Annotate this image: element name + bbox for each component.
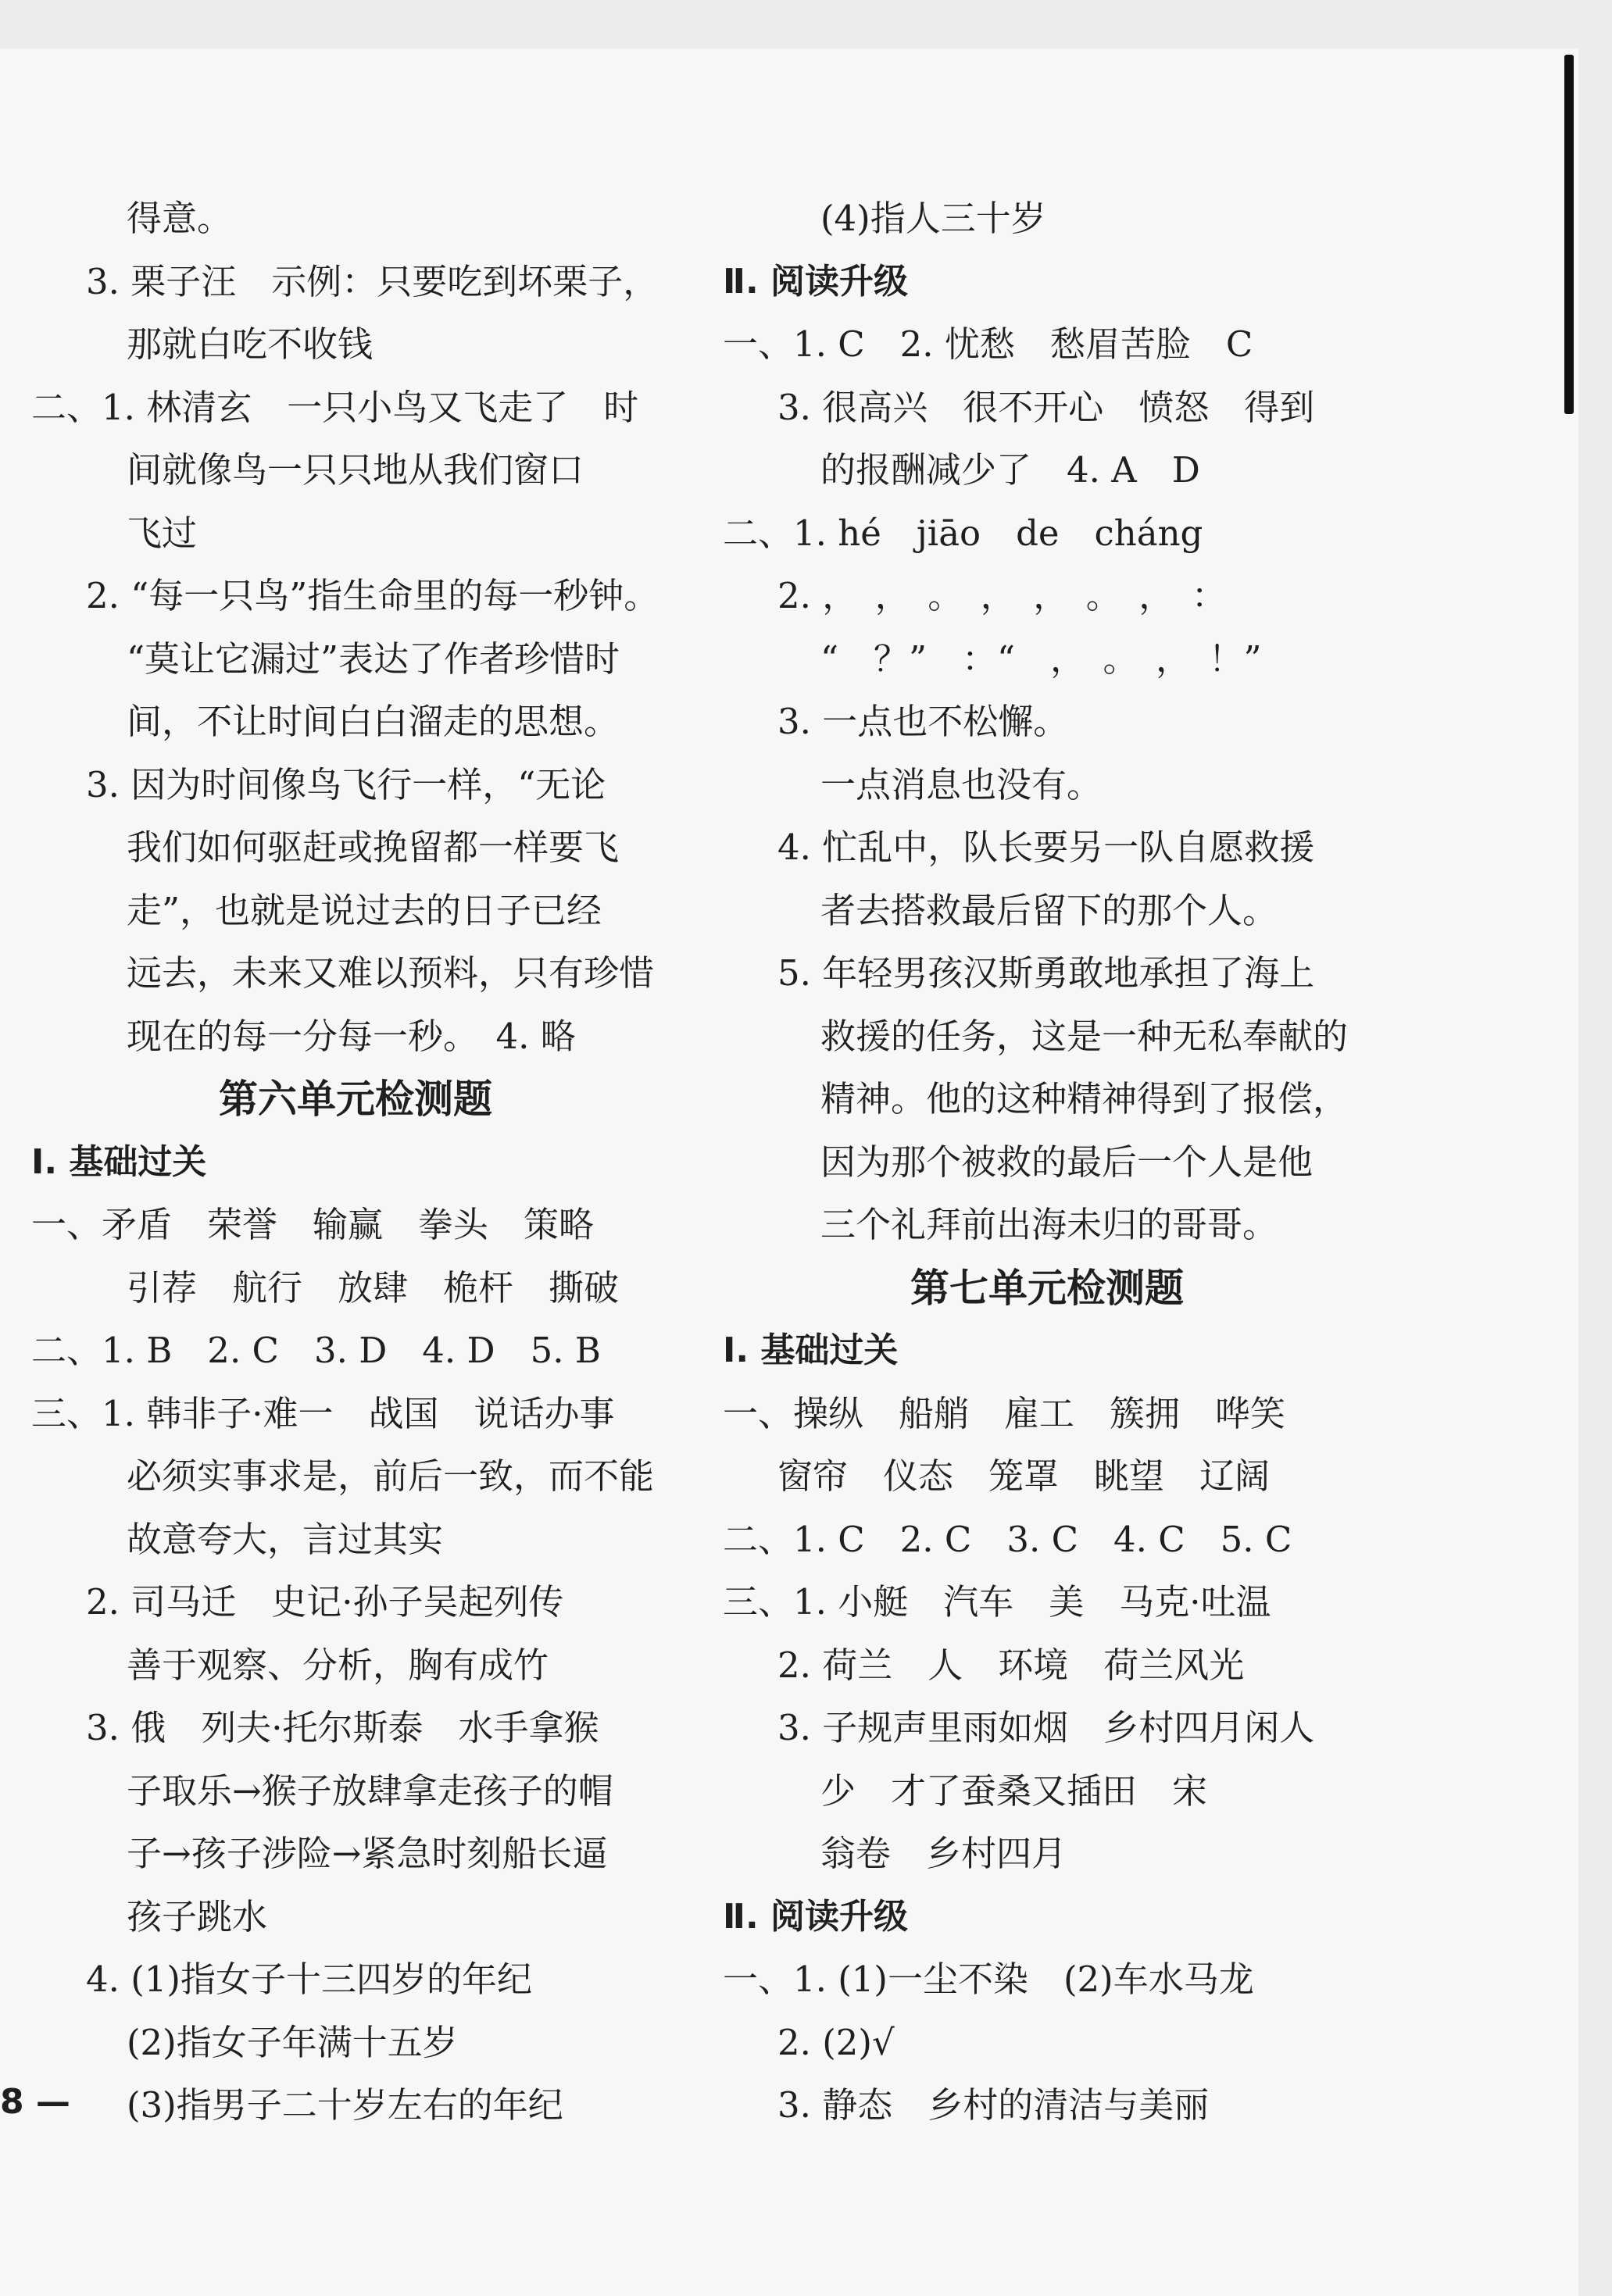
answer-line: 少 才了蚕桑又插田 宋 [820,1769,1208,1812]
answer-line: 三、1. 韩非子·难一 战国 说话办事 [31,1392,615,1434]
answer-line: 二、1. 林清玄 一只小鸟又飞走了 时 [31,386,639,428]
answer-line: 二、1. B 2. C 3. D 4. D 5. B [31,1330,601,1371]
answer-line: 3. 一点也不松懈。 [777,701,1069,742]
answer-line: 精神。他的这种精神得到了报偿， [820,1078,1349,1119]
binding-spine [1564,55,1574,414]
answer-line: 飞过 [127,512,198,554]
left-column [31,187,680,2137]
answer-line: (4)指人三十岁 [820,198,1046,239]
answer-line: 3. 因为时间像鸟飞行一样，“无论 [86,763,606,805]
answer-line: “莫让它漏过”表达了作者珍惜时 [127,637,620,680]
answer-line: 5. 年轻男孩汉斯勇敢地承担了海上 [777,952,1315,994]
answer-line: 3. 栗子汪 示例：只要吃到坏栗子， [86,260,659,302]
subsection-heading: Ⅱ. 阅读升级 [723,1896,909,1937]
answer-line: 窗帘 仪态 笼罩 眺望 辽阔 [777,1455,1271,1497]
answer-line: 故意夸大，言过其实 [127,1518,444,1560]
answer-line: 2. 司马迁 史记·孙子吴起列传 [86,1581,564,1623]
answer-line: 二、1. hé jiāo de cháng [723,512,1203,554]
answer-line: 翁卷 乡村四月 [820,1833,1067,1874]
answer-line: 2. 荷兰 人 环境 荷兰风光 [777,1644,1245,1686]
answer-line: (3)指男子二十岁左右的年纪 [127,2084,563,2126]
section-heading: 第七单元检测题 [910,1265,1184,1311]
answer-line: 2. (2)√ [777,2021,895,2063]
answer-line: 得意。 [127,198,233,239]
answer-line: 走”，也就是说过去的日子已经 [127,889,602,931]
answer-line: 2. “每一只鸟”指生命里的每一秒钟。 [86,575,659,616]
answer-line: 三个礼拜前出海未归的哥哥。 [820,1204,1278,1245]
answer-line: 救援的任务，这是一种无私奉献的 [820,1015,1349,1057]
answer-line: 3. 很高兴 很不开心 愤怒 得到 [777,386,1315,428]
answer-line: 必须实事求是，前后一致，而不能 [127,1455,655,1497]
answer-line: 引荐 航行 放肆 桅杆 撕破 [127,1266,620,1309]
answer-line: 4. 忙乱中，队长要另一队自愿救援 [777,827,1315,868]
section-heading: 第六单元检测题 [219,1077,492,1122]
answer-line: 一、1. (1)一尘不染 (2)车水马龙 [723,1959,1254,2000]
answer-line: 间就像鸟一只只地从我们窗口 [127,449,584,491]
answer-line: 现在的每一分每一秒。 4. 略 [127,1015,576,1057]
answer-line: 3. 静态 乡村的清洁与美丽 [777,2084,1210,2126]
answer-line: 4. (1)指女子十三四岁的年纪 [86,1959,532,2000]
answer-line: 一、操纵 船艄 雇工 簇拥 哗笑 [723,1392,1286,1434]
answer-line: 的报酬减少了 4. A D [820,449,1200,491]
answer-line: 3. 俄 列夫·托尔斯泰 水手拿猴 [86,1707,599,1748]
right-column [723,187,1371,2137]
answer-line: 2. ， ， 。 ， ， 。 ， ： [777,575,1227,616]
answer-line: 二、1. C 2. C 3. C 4. C 5. C [723,1518,1292,1560]
answer-line: 那就白吃不收钱 [127,323,374,365]
answer-line: 一、矛盾 荣誉 输赢 拳头 策略 [31,1204,595,1245]
subsection-heading: Ⅱ. 阅读升级 [723,261,909,302]
answer-line: 因为那个被救的最后一个人是他 [820,1141,1314,1183]
answer-line: 子取乐→猴子放肆拿走孩子的帽 [127,1769,613,1812]
answer-line: 善于观察、分析，胸有成竹 [127,1644,549,1686]
answer-line: 3. 子规声里雨如烟 乡村四月闲人 [777,1707,1315,1748]
answer-line: 者去搭救最后留下的那个人。 [820,889,1278,931]
answer-line: 我们如何驱赶或挽留都一样要飞 [127,827,620,868]
answer-line: 三、1. 小艇 汽车 美 马克·吐温 [723,1581,1271,1623]
answer-line: (2)指女子年满十五岁 [127,2021,458,2063]
subsection-heading: Ⅰ. 基础过关 [31,1141,207,1182]
answer-line: 一点消息也没有。 [820,763,1103,805]
subsection-heading: Ⅰ. 基础过关 [723,1330,899,1370]
answer-line: 子→孩子涉险→紧急时刻船长逼 [127,1833,608,1874]
answer-line: 一、1. C 2. 忧愁 愁眉苦脸 C [723,323,1253,365]
answer-line: 间，不让时间白白溜走的思想。 [127,701,620,742]
answer-line: 孩子跳水 [127,1895,268,1937]
answer-line: “ ？” ：“ ， 。 ， ！” [820,637,1262,680]
page-number: 8 — [0,2082,70,2122]
answer-line: 远去，未来又难以预料，只有珍惜 [127,952,655,994]
